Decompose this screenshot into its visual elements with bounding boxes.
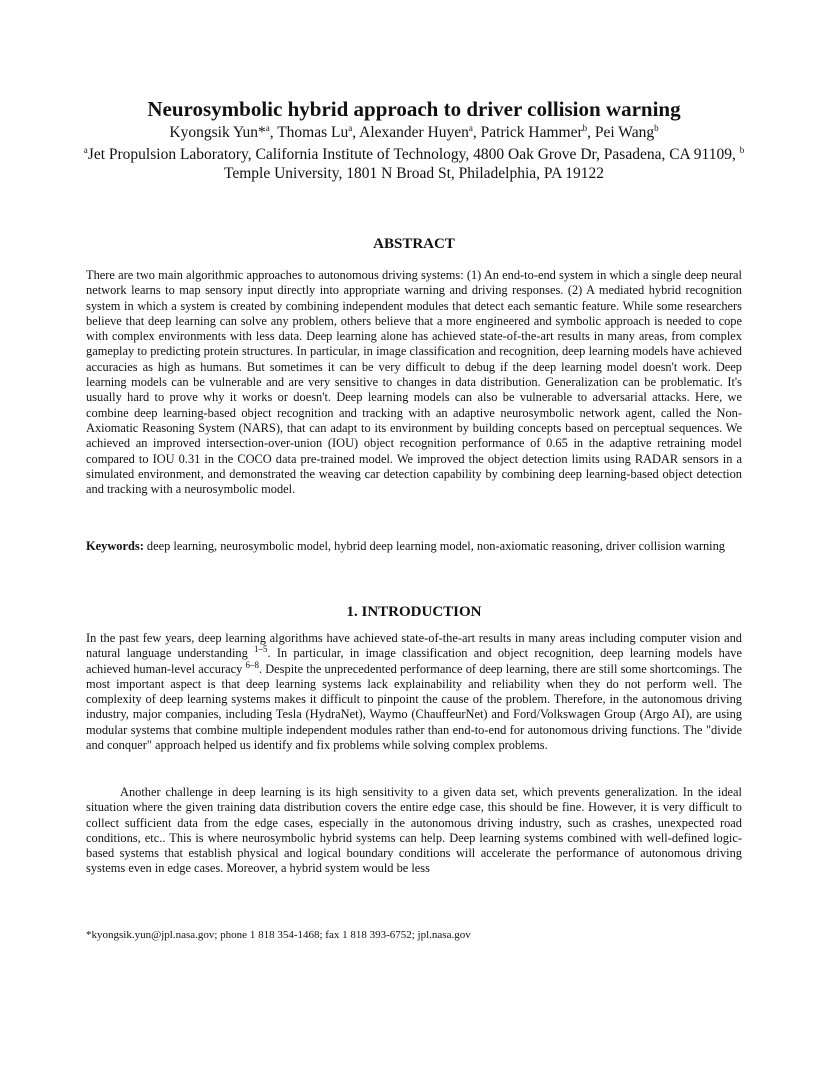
affil-a-text: Jet Propulsion Laboratory, California Institute of Technology, 4800 Oak Grove Dr, Pasadena, CA 91109, bbox=[87, 146, 740, 163]
intro-text: . Despite the unprecedented performance of deep learning, there are still some shortcomings. The most important aspect is that deep learning systems lack explainability and reliability when they do not perform well. The complexity of deep learning systems makes it difficult to pinpoint the cause of the problem. Therefore, in the autonomous driving industry, major companies, including Tesla (HydraNet), Waymo (ChauffeurNet) and Ford/Volkswagen Group (Argo AI), are using modular systems that combine multiple independent modules rather than end-to-end for autonomous driving functions. The "divide and conquer" approach helped us identify and fix problems while solving complex problems. bbox=[86, 661, 742, 753]
affil-mark-a: a bbox=[83, 144, 88, 155]
author-affil-mark: b bbox=[582, 122, 588, 133]
affil-b-text: Temple University, 1801 N Broad St, Philadelphia, PA 19122 bbox=[223, 165, 605, 182]
author-separator: , bbox=[587, 124, 595, 141]
keywords bbox=[86, 539, 742, 554]
intro-paragraph-1 bbox=[86, 631, 742, 753]
citation-ref: 6–8 bbox=[245, 659, 259, 670]
intro-paragraph-2: Another challenge in deep learning is its high sensitivity to a given data set, which prevents generalization. In the ideal situation where the given training data distribution covers the entire edge case, this should be fine. However, it is very difficult to collect sufficient data from the edge cases, especially in the autonomous driving industry, such as crashes, unexpected road conditions, etc.. This is where neurosymbolic hybrid systems can help. Deep learning systems combined with well-defined logic-based systems that establish physical and logical boundary conditions will accelerate the performance of autonomous driving systems even in edge cases. Moreover, a hybrid system would be less bbox=[86, 785, 742, 876]
keywords-list: deep learning, neurosymbolic model, hybrid deep learning model, non-axiomatic reasoning, driver collision warning bbox=[143, 539, 725, 553]
author-name: Alexander Huyen bbox=[359, 124, 469, 141]
keywords-label: Keywords: bbox=[86, 539, 144, 553]
author-affil-mark: a bbox=[348, 122, 353, 133]
author-name: Thomas Lu bbox=[277, 124, 349, 141]
author-separator: , bbox=[269, 124, 278, 141]
intro-text: . In particular, in image classification and object recognition, deep learning models have achieved human-level accuracy bbox=[86, 646, 742, 676]
author-name: Kyongsik Yun* bbox=[169, 124, 266, 141]
introduction-heading: 1. INTRODUCTION bbox=[346, 604, 482, 620]
author-affil-mark: a bbox=[265, 122, 270, 133]
author-list bbox=[0, 124, 828, 142]
author-affil-mark: a bbox=[468, 122, 473, 133]
author-footnote: *kyongsik.yun@jpl.nasa.gov; phone 1 818 354-1468; fax 1 818 393-6752; jpl.nasa.gov bbox=[86, 929, 471, 941]
citation-ref: 1–5 bbox=[254, 644, 268, 655]
intro-text: In the past few years, deep learning algorithms have achieved state-of-the-art results in many areas including computer vision and natural language understanding bbox=[86, 631, 742, 661]
author-separator: , bbox=[352, 124, 360, 141]
abstract-text: There are two main algorithmic approaches to autonomous driving systems: (1) An end-to-end system in which a single deep neural network learns to map sensory input directly into appropriate warning and driving responses. (2) A mediated hybrid recognition system in which a system is created by combining independent modules that detect each semantic feature. While some researchers believe that deep learning can solve any problem, others believe that a more engineered and symbolic approach is needed to cope with complex environments with less data. Deep learning alone has achieved state-of-the-art results in many areas, from complex gameplay to predicting protein structures. In particular, in image classification and recognition, deep learning models have achieved accuracies as high as humans. But sometimes it can be very difficult to debug if the deep learning model doesn't work. Deep learning models can be vulnerable and are very sensitive to changes in data distribution. Generalization can be problematic. It's usually hard to prove why it works or doesn't. Deep learning models can also be vulnerable to adversarial attacks. Here, we combine deep learning-based object recognition and tracking with an adaptive neurosymbolic network agent, called the Non-Axiomatic Reasoning System (NARS), that can adapt to its environment by building concepts based on perceptual sequences. We achieved an improved intersection-over-union (IOU) object recognition performance of 0.65 in the adaptive retraining model compared to IOU 0.31 in the COCO data pre-trained model. We improved the object detection limits using RADAR sensors in a simulated environment, and demonstrated the weaving car detection capability by combining deep learning-based object detection and tracking with a neurosymbolic model. bbox=[86, 268, 742, 497]
author-separator: , bbox=[472, 124, 481, 141]
author-name: Pei Wang bbox=[594, 124, 655, 141]
paper-title: Neurosymbolic hybrid approach to driver collision warning bbox=[147, 97, 681, 121]
affil-mark-b: b bbox=[739, 144, 745, 155]
author-affil-mark: b bbox=[654, 122, 659, 133]
affiliations bbox=[80, 145, 748, 183]
abstract-heading: ABSTRACT bbox=[373, 236, 455, 252]
author-name: Patrick Hammer bbox=[480, 124, 583, 141]
